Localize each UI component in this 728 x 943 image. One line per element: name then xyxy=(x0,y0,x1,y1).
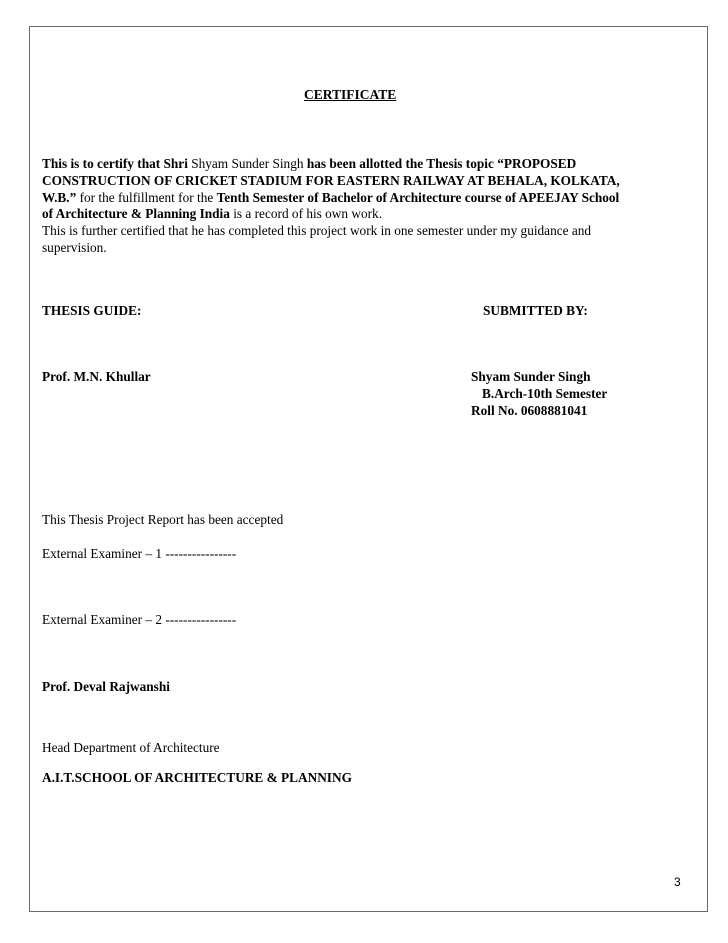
acceptance-text: This Thesis Project Report has been accepted xyxy=(42,512,284,527)
page-number: 3 xyxy=(674,875,681,889)
certificate-paragraph xyxy=(42,156,692,257)
course-text: Tenth Semester of Bachelor of Architecture course of APEEJAY School xyxy=(216,189,620,205)
school-inline: of Architecture & Planning India xyxy=(42,206,230,222)
paragraph-line-1 xyxy=(42,156,692,173)
paragraph-line-4 xyxy=(42,206,692,223)
student-name-inline: Shyam Sunder Singh xyxy=(187,156,307,171)
student-name: Shyam Sunder Singh xyxy=(471,369,591,384)
certify-text: This is to certify that Shri xyxy=(42,156,188,171)
submitted-by-label: SUBMITTED BY: xyxy=(483,303,588,318)
external-examiner-2: External Examiner – 2 ---------------- xyxy=(42,612,237,627)
guide-name: Prof. M.N. Khullar xyxy=(42,369,151,384)
record-text: is a record of his own work. xyxy=(229,206,383,222)
thesis-guide-label: THESIS GUIDE: xyxy=(42,303,142,318)
student-roll-number: Roll No. 0608881041 xyxy=(471,403,588,418)
paragraph-line-6: supervision. xyxy=(42,239,107,255)
paragraph-line-2: CONSTRUCTION OF CRICKET STADIUM FOR EASTERN RAILWAY AT BEHALA, KOLKATA, xyxy=(42,172,620,188)
paragraph-line-5: This is further certified that he has completed this project work in one semester under my guidance and xyxy=(42,223,592,239)
certificate-title: CERTIFICATE xyxy=(304,87,397,102)
head-title: Head Department of Architecture xyxy=(42,740,220,755)
fulfillment-text: for the fulfillment for the xyxy=(76,189,217,205)
student-course: B.Arch-10th Semester xyxy=(482,386,608,401)
school-name: A.I.T.SCHOOL OF ARCHITECTURE & PLANNING xyxy=(42,770,352,785)
head-name: Prof. Deval Rajwanshi xyxy=(42,679,170,694)
topic-intro: has been allotted the Thesis topic “PROPOSED xyxy=(306,156,577,171)
paragraph-line-3 xyxy=(42,190,692,207)
external-examiner-1: External Examiner – 1 ---------------- xyxy=(42,546,237,561)
topic-end: W.B.” xyxy=(42,189,77,205)
